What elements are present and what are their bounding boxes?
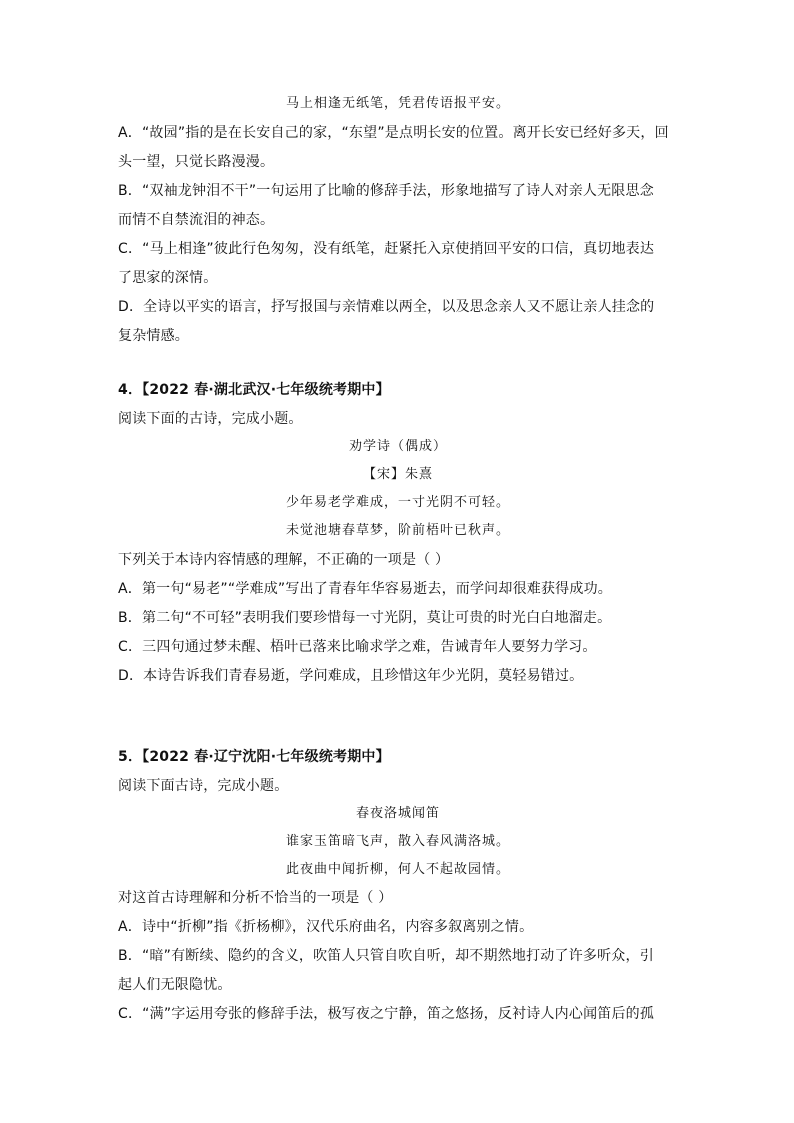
q4-number: 4．: [118, 382, 143, 398]
q5-instruction: 阅读下面古诗，完成小题。: [118, 778, 289, 794]
q5-poem-line-2: 此夜曲中闻折柳，何人不起故园情。: [285, 862, 510, 877]
q4-source: 【2022 春·湖北武汉·七年级统考期中】: [142, 382, 390, 398]
q4-header: [118, 380, 678, 400]
q5-option-a: A．诗中“折柳”指《折杨柳》，汉代乐府曲名，内容多叙离别之情。: [118, 919, 534, 935]
q3-option-a-line2: 头一望，只觉长路漫漫。: [118, 154, 275, 170]
q4-option-b: B．第二句“不可轻”表明我们要珍惜每一寸光阴，莫让可贵的时光白白地溜走。: [118, 610, 612, 626]
q4-option-c: C．三四句通过梦未醒、梧叶已落来比喻求学之难，告诫青年人要努力学习。: [118, 639, 597, 655]
q3-option-c-line1: C．“马上相逢”彼此行色匆匆，没有纸笔，赶紧托入京使捎回平安的口信，真切地表达: [118, 241, 655, 257]
q4-question: 下列关于本诗内容情感的理解，不正确的一项是（ ）: [118, 552, 450, 568]
q4-poem-author: 【宋】朱熹: [362, 467, 433, 482]
q5-option-b-line2: 起人们无限隐忧。: [118, 977, 232, 993]
q5-source: 【2022 春·辽宁沈阳·七年级统考期中】: [142, 749, 390, 765]
q3-option-a-line1: A．“故园”指的是在长安自己的家，“东望”是点明长安的位置。离开长安已经好多天，回: [118, 125, 669, 141]
q4-poem-line-1: 少年易老学难成，一寸光阴不可轻。: [285, 495, 510, 510]
q5-poem-line-1: 谁家玉笛暗飞声，散入春风满洛城。: [285, 834, 510, 849]
q3-option-c-line2: 了思家的深情。: [118, 270, 218, 286]
q5-option-c-line1: C．“满”字运用夸张的修辞手法，极写夜之宁静，笛之悠扬，反衬诗人内心闻笛后的孤: [118, 1006, 655, 1022]
q5-option-b-line1: B．“暗”有断续、隐约的含义，吹笛人只管自吹自听，却不期然地打动了许多听众，引: [118, 948, 654, 964]
q4-poem-title: 劝学诗（偶成）: [348, 439, 447, 454]
q3-poem-last-line: 马上相逢无纸笔，凭君传语报平安。: [285, 96, 510, 111]
q4-option-a: A．第一句“易老”“学难成”写出了青春年华容易逝去，而学问却很难获得成功。: [118, 581, 612, 597]
q5-poem-title: 春夜洛城闻笛: [355, 806, 440, 821]
q4-instruction: 阅读下面的古诗，完成小题。: [118, 411, 303, 427]
q3-option-b-line1: B．“双袖龙钟泪不干”一句运用了比喻的修辞手法，形象地描写了诗人对亲人无限思念: [118, 183, 654, 199]
q5-number: 5．: [118, 749, 143, 765]
q5-header: [118, 747, 678, 767]
q3-option-b-line2: 而情不自禁流泪的神态。: [118, 212, 275, 228]
q4-option-d: D．本诗告诉我们青春易逝，学问难成，且珍惜这年少光阴，莫轻易错过。: [118, 668, 584, 684]
q3-option-d-line2: 复杂情感。: [118, 328, 189, 344]
q5-question: 对这首古诗理解和分析不恰当的一项是（ ）: [118, 890, 393, 906]
q4-poem-line-2: 未觉池塘春草梦，阶前梧叶已秋声。: [285, 523, 510, 538]
q3-option-d-line1: D．全诗以平实的语言，抒写报国与亲情难以两全，以及思念亲人又不愿让亲人挂念的: [118, 299, 655, 315]
